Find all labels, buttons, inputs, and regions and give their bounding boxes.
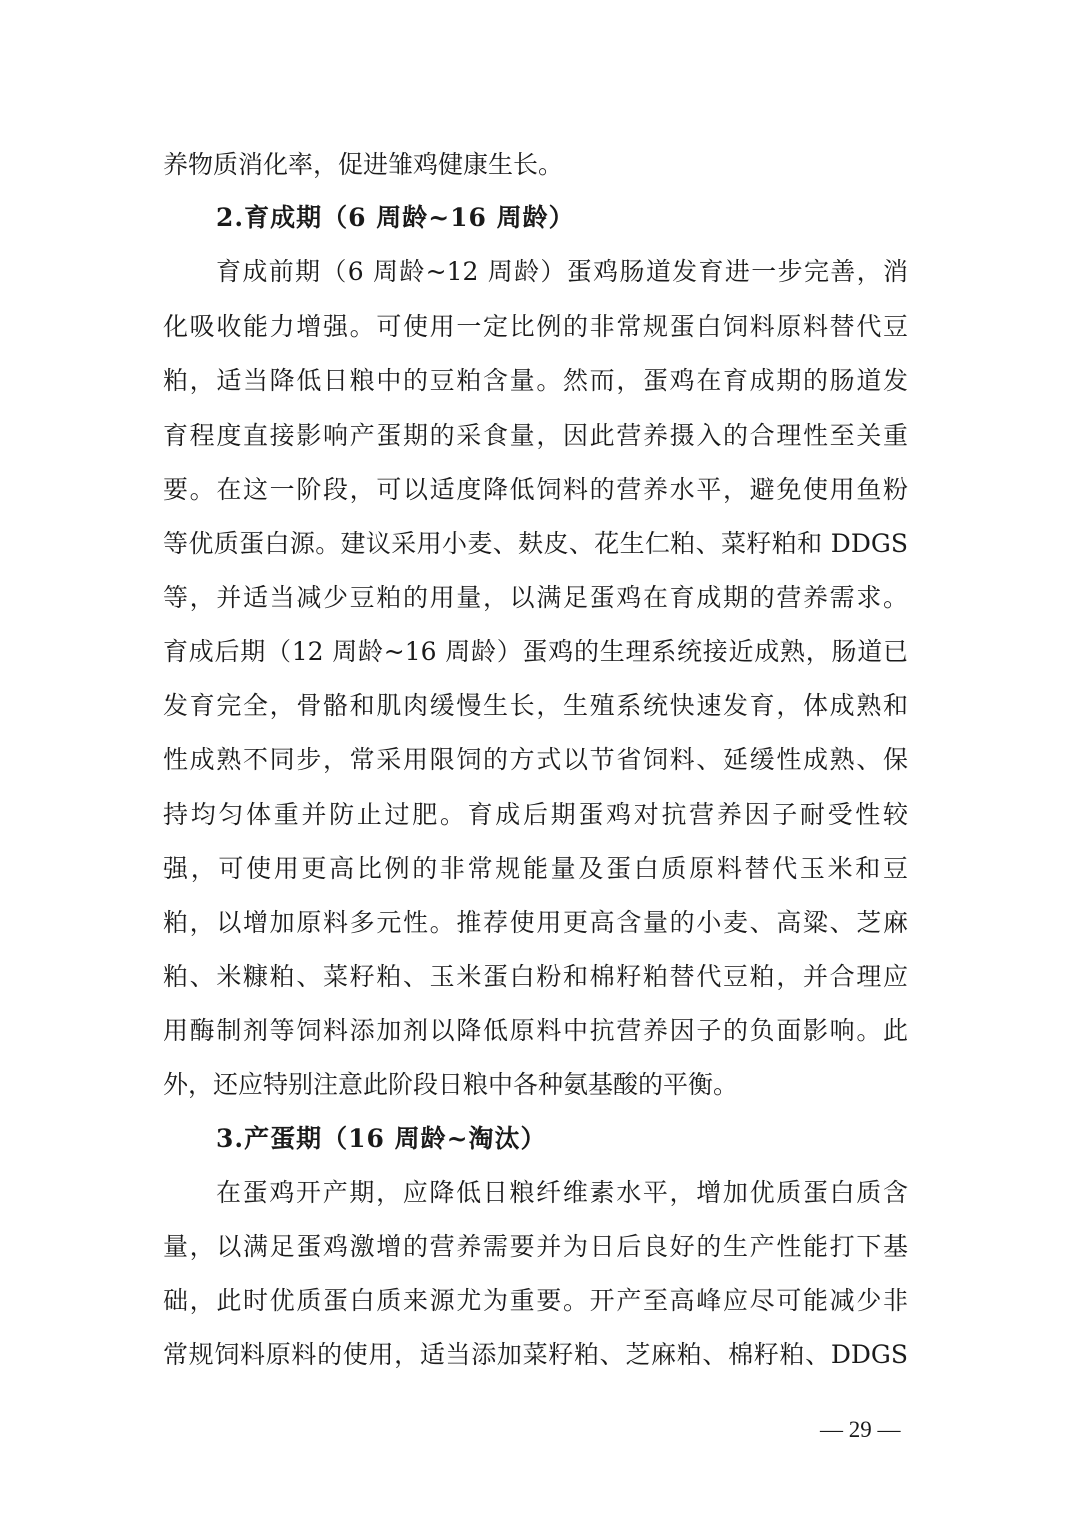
section-heading-rearing: 2.育成期（6 周龄~16 周龄）	[216, 203, 575, 232]
paragraph-line: 养物质消化率，促进雏鸡健康生长。	[163, 150, 564, 179]
paragraph-line: 性成熟不同步，常采用限饲的方式以节省饲料、延缓性成熟、保	[163, 745, 908, 774]
section-heading-laying: 3.产蛋期（16 周龄~淘汰）	[216, 1124, 547, 1153]
paragraph-line: 化吸收能力增强。可使用一定比例的非常规蛋白饲料原料替代豆	[163, 312, 908, 341]
paragraph-line: 要。在这一阶段，可以适度降低饲料的营养水平，避免使用鱼粉	[163, 475, 908, 504]
paragraph-line: 粕，适当降低日粮中的豆粕含量。然而，蛋鸡在育成期的肠道发	[163, 366, 908, 395]
paragraph-line: 强，可使用更高比例的非常规能量及蛋白质原料替代玉米和豆	[163, 854, 908, 883]
paragraph-line: 持均匀体重并防止过肥。育成后期蛋鸡对抗营养因子耐受性较	[163, 800, 908, 829]
paragraph-line: 粕，以增加原料多元性。推荐使用更高含量的小麦、高粱、芝麻	[163, 908, 908, 937]
paragraph-line: 发育完全，骨骼和肌肉缓慢生长，生殖系统快速发育，体成熟和	[163, 691, 908, 720]
paragraph-line: 外，还应特别注意此阶段日粮中各种氨基酸的平衡。	[163, 1070, 739, 1099]
paragraph-line: 常规饲料原料的使用，适当添加菜籽粕、芝麻粕、棉籽粕、DDGS	[163, 1340, 908, 1369]
paragraph-line: 育成后期（12 周龄~16 周龄）蛋鸡的生理系统接近成熟，肠道已	[163, 637, 908, 666]
paragraph-line: 在蛋鸡开产期，应降低日粮纤维素水平，增加优质蛋白质含	[216, 1178, 908, 1207]
paragraph-line: 粕、米糠粕、菜籽粕、玉米蛋白粉和棉籽粕替代豆粕，并合理应	[163, 962, 908, 991]
paragraph-line: 育成前期（6 周龄~12 周龄）蛋鸡肠道发育进一步完善，消	[216, 257, 908, 286]
paragraph-line: 育程度直接影响产蛋期的采食量，因此营养摄入的合理性至关重	[163, 421, 908, 450]
paragraph-line: 量，以满足蛋鸡激增的营养需要并为日后良好的生产性能打下基	[163, 1232, 908, 1261]
paragraph-line: 等，并适当减少豆粕的用量，以满足蛋鸡在育成期的营养需求。	[163, 583, 908, 612]
paragraph-line: 础，此时优质蛋白质来源尤为重要。开产至高峰应尽可能减少非	[163, 1286, 908, 1315]
paragraph-line: 用酶制剂等饲料添加剂以降低原料中抗营养因子的负面影响。此	[163, 1016, 908, 1045]
paragraph-line: 等优质蛋白源。建议采用小麦、麸皮、花生仁粕、菜籽粕和 DDGS	[163, 529, 908, 558]
page-number: — 29 —	[820, 1417, 901, 1442]
